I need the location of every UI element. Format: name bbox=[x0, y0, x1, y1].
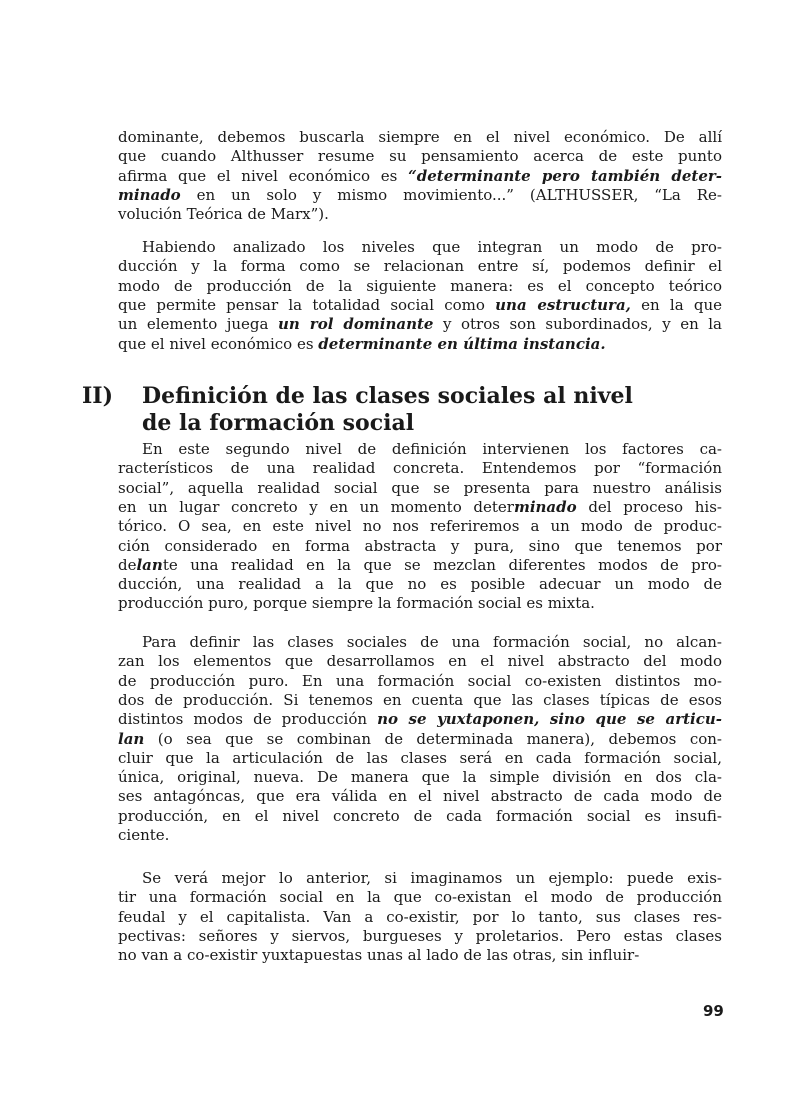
text-line: no van a co-existir yuxtapuestas unas al lado de las otras, sin influir- bbox=[118, 946, 640, 965]
text-line: producción, en el nivel concreto de cada formación social es insufi- bbox=[118, 806, 722, 825]
text-line: dominante, debemos buscarla siempre en el nivel económico. De allí bbox=[118, 128, 722, 146]
text-line: producción puro, porque siempre la formación social es mixta. bbox=[118, 594, 595, 613]
text-line: tir una formación social en la que co-existan el modo de producción bbox=[118, 888, 722, 907]
section-number: II) bbox=[82, 383, 113, 409]
text-line: pectivas: señores y siervos, burgueses y proletarios. Pero estas clases bbox=[118, 926, 722, 945]
text-line: modo de producción de la siguiente manera: es el concepto teórico bbox=[118, 276, 722, 295]
text-line: que cuando Althusser resume su pensamiento acerca de este punto bbox=[118, 147, 722, 166]
text-line: ción considerado en forma abstracta y pura, sino que tenemos por bbox=[118, 536, 722, 555]
text-line: lan (o sea que se combinan de determinada manera), debemos con- bbox=[118, 729, 722, 748]
text-line: ses antagóncas, que era válida en el nivel abstracto de cada modo de bbox=[118, 787, 722, 806]
text-line: racterísticos de una realidad concreta. Entendemos por “formación bbox=[118, 459, 722, 478]
section-title-line-1: Definición de las clases sociales al nivel bbox=[142, 383, 633, 409]
text-line: afirma que el nivel económico es “determinante pero también deter- bbox=[118, 166, 722, 185]
text-line: volución Teórica de Marx”). bbox=[118, 205, 329, 224]
text-line: que el nivel económico es determinante en última instancia. bbox=[118, 334, 606, 353]
text-line: En este segundo nivel de definición intervienen los factores ca- bbox=[142, 440, 722, 458]
text-line: un elemento juega un rol dominante y otros son subordinados, y en la bbox=[118, 315, 722, 334]
text-line: social”, aquella realidad social que se presenta para nuestro análisis bbox=[118, 478, 722, 497]
text-line: tórico. O sea, en este nivel no nos referiremos a un modo de produc- bbox=[118, 517, 722, 536]
text-line: Para definir las clases sociales de una formación social, no alcan- bbox=[142, 633, 722, 651]
text-line: ciente. bbox=[118, 826, 170, 844]
text-line: Habiendo analizado los niveles que integran un modo de pro- bbox=[142, 238, 722, 256]
text-line: distintos modos de producción no se yuxtaponen, sino que se articu- bbox=[118, 710, 722, 729]
section-title-line-2: de la formación social bbox=[142, 410, 415, 436]
text-line: zan los elementos que desarrollamos en el nivel abstracto del modo bbox=[118, 652, 722, 671]
section-heading bbox=[82, 383, 722, 437]
text-line: Se verá mejor lo anterior, si imaginamos un ejemplo: puede exis- bbox=[142, 869, 722, 887]
text-line: única, original, nueva. De manera que la simple división en dos cla- bbox=[118, 768, 722, 787]
text-line: ducción, una realidad a la que no es posible adecuar un modo de bbox=[118, 575, 722, 594]
text-line: que permite pensar la totalidad social como una estructura, en la que bbox=[118, 295, 723, 314]
text-line: ducción y la forma como se relacionan entre sí, podemos definir el bbox=[118, 257, 722, 276]
text-line: de producción puro. En una formación social co-existen distintos mo- bbox=[118, 671, 722, 690]
text-line: dos de producción. Si tenemos en cuenta que las clases típicas de esos bbox=[118, 690, 722, 709]
text-line: cluir que la articulación de las clases será en cada formación social, bbox=[118, 748, 722, 767]
text-line: delante una realidad en la que se mezclan diferentes modos de pro- bbox=[118, 555, 722, 574]
text-line: en un lugar concreto y en un momento determinado del proceso his- bbox=[118, 497, 722, 516]
text-line: minado en un solo y mismo movimiento...” (ALTHUSSER, “La Re- bbox=[118, 185, 722, 204]
text-line: feudal y el capitalista. Van a co-existir, por lo tanto, sus clases res- bbox=[118, 907, 722, 926]
page-number: 99 bbox=[703, 1002, 724, 1020]
